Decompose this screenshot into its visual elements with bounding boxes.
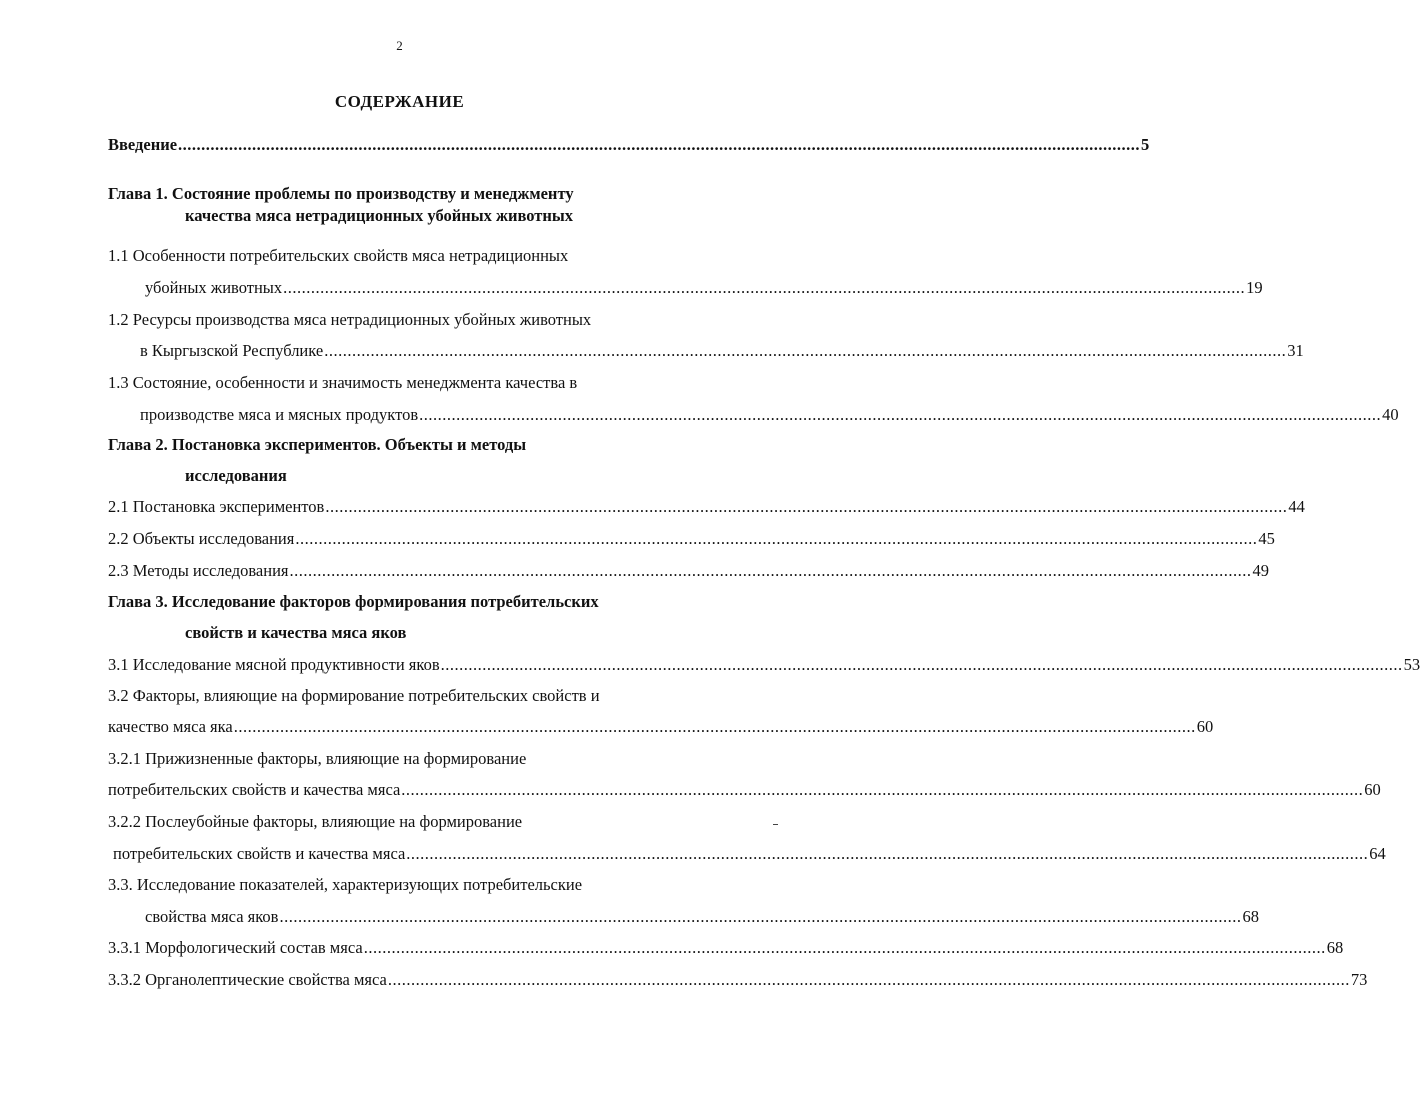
scan-speck: [773, 824, 778, 825]
toc-page-number: 5: [1141, 135, 1150, 154]
chapter-3-heading: Глава 3. Исследование факторов формирования потребительских: [108, 592, 599, 611]
toc-leader-dots: ................................................................................................................................................................................................................: [363, 938, 1326, 957]
toc-entry-label: 2.2 Объекты исследования: [108, 529, 295, 548]
toc-entry-label: 3.1 Исследование мясной продуктивности яков: [108, 655, 440, 674]
chapter-2-heading-cont: исследования: [185, 466, 287, 485]
toc-leader-dots: ................................................................................................................................................................................................................: [324, 341, 1287, 360]
toc-entry-label: 3.3.1 Морфологический состав мяса: [108, 938, 363, 957]
toc-page-number: 44: [1288, 497, 1305, 516]
toc-leader-dots: ................................................................................................................................................................................................................: [283, 278, 1246, 297]
toc-leader-dots: ................................................................................................................................................................................................................: [295, 529, 1258, 548]
toc-entry-3-3-2: [108, 969, 1368, 991]
toc-page-number: 31: [1287, 341, 1304, 360]
toc-entry-label: 2.3 Методы исследования: [108, 561, 289, 580]
toc-entry-intro: [108, 134, 1150, 156]
toc-page-number: 45: [1258, 529, 1275, 548]
toc-entry-2-1: [108, 496, 1305, 518]
toc-entry-label: потребительских свойств и качества мяса: [113, 844, 406, 863]
toc-entry-1-1-cont: [145, 277, 1263, 299]
toc-page-number: 68: [1326, 938, 1344, 957]
toc-page-number: 73: [1350, 970, 1368, 989]
toc-leader-dots: ................................................................................................................................................................................................................: [289, 561, 1252, 580]
toc-entry-3-3-1: [108, 937, 1344, 959]
chapter-1-heading-cont: качества мяса нетрадиционных убойных животных: [185, 206, 574, 225]
toc-entry-3-3-cont: [145, 906, 1259, 928]
toc-entry-label: 2.1 Постановка экспериментов: [108, 497, 325, 516]
toc-leader-dots: ................................................................................................................................................................................................................: [401, 780, 1364, 799]
toc-entry-1-1: 1.1 Особенности потребительских свойств мяса нетрадиционных: [108, 246, 569, 265]
chapter-2-heading: Глава 2. Постановка экспериментов. Объекты и методы: [108, 435, 527, 454]
toc-entry-label: 3.3.2 Органолептические свойства мяса: [108, 970, 387, 989]
toc-leader-dots: ................................................................................................................................................................................................................: [178, 135, 1141, 154]
toc-entry-label: в Кыргызской Республике: [140, 341, 324, 360]
toc-page-number: 49: [1252, 561, 1270, 580]
toc-entry-1-2-cont: [140, 340, 1304, 362]
toc-entry-label: свойства мяса яков: [145, 907, 279, 926]
chapter-3-heading-cont: свойств и качества мяса яков: [185, 623, 407, 642]
toc-page-number: 64: [1369, 844, 1386, 863]
toc-entry-1-3-cont: [140, 404, 1399, 426]
toc-entry-label: Введение: [108, 135, 178, 154]
toc-page-number: 68: [1242, 907, 1259, 926]
toc-entry-label: производстве мяса и мясных продуктов: [140, 405, 419, 424]
toc-entry-1-3: 1.3 Состояние, особенности и значимость менеджмента качества в: [108, 373, 578, 392]
toc-entry-3-2-2: 3.2.2 Послеубойные факторы, влияющие на формирование: [108, 812, 523, 831]
toc-entry-3-2-1: 3.2.1 Прижизненные факторы, влияющие на формирование: [108, 749, 527, 768]
toc-entry-3-2: 3.2 Факторы, влияющие на формирование потребительских свойств и: [108, 686, 600, 705]
toc-page-number: 60: [1196, 717, 1214, 736]
page-title: СОДЕРЖАНИЕ: [334, 92, 465, 111]
toc-leader-dots: ................................................................................................................................................................................................................: [387, 970, 1350, 989]
toc-leader-dots: ................................................................................................................................................................................................................: [279, 907, 1242, 926]
toc-entry-3-2-1-cont: [108, 779, 1381, 801]
toc-leader-dots: ................................................................................................................................................................................................................: [419, 405, 1382, 424]
toc-page-number: 53: [1403, 655, 1420, 674]
toc-entry-3-3: 3.3. Исследование показателей, характеризующих потребительские: [108, 875, 583, 894]
toc-leader-dots: ................................................................................................................................................................................................................: [406, 844, 1369, 863]
toc-page-number: 19: [1246, 278, 1263, 297]
toc-page-number: 40: [1382, 405, 1399, 424]
toc-entry-label: качество мяса яка: [108, 717, 233, 736]
toc-leader-dots: ................................................................................................................................................................................................................: [325, 497, 1288, 516]
toc-entry-3-2-cont: [108, 716, 1214, 738]
toc-entry-1-2: 1.2 Ресурсы производства мяса нетрадиционных убойных животных: [108, 310, 592, 329]
page-number: 2: [396, 38, 403, 53]
toc-entry-2-3: [108, 560, 1270, 582]
toc-entry-label: потребительских свойств и качества мяса: [108, 780, 401, 799]
toc-entry-2-2: [108, 528, 1275, 550]
toc-entry-label: убойных животных: [145, 278, 283, 297]
toc-leader-dots: ................................................................................................................................................................................................................: [440, 655, 1403, 674]
toc-page-number: 60: [1364, 780, 1381, 799]
toc-leader-dots: ................................................................................................................................................................................................................: [233, 717, 1196, 736]
toc-entry-3-2-2-cont: [113, 843, 1386, 865]
toc-entry-3-1: [108, 654, 1420, 676]
chapter-1-heading: Глава 1. Состояние проблемы по производству и менеджменту: [108, 184, 574, 203]
